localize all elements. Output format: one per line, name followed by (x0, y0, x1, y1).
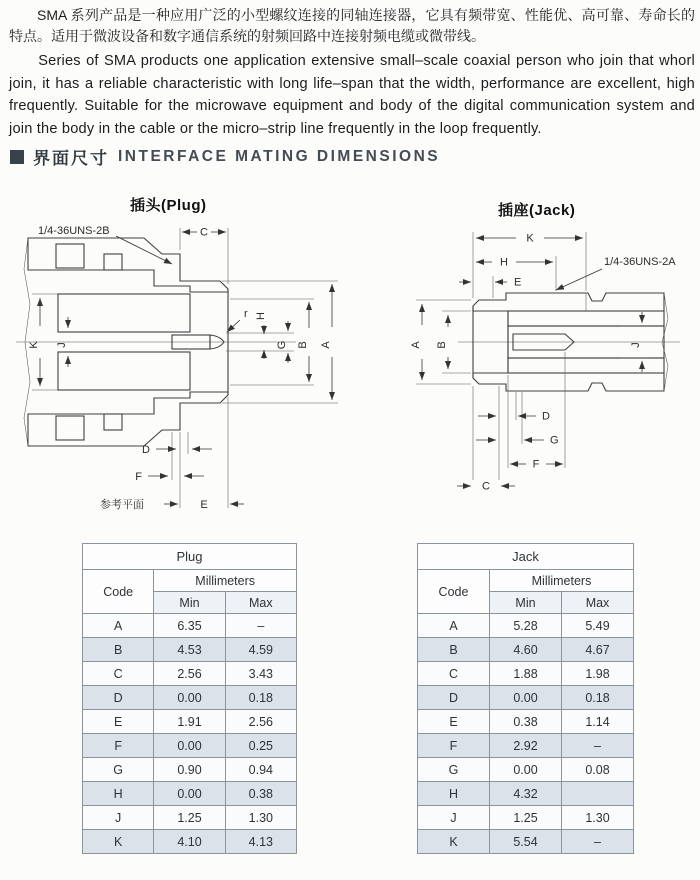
plug-table-title: Plug (83, 544, 297, 570)
table-row (83, 830, 297, 854)
code-cell: A (418, 614, 490, 638)
min-cell: 5.54 (490, 830, 562, 854)
min-cell: 2.56 (154, 662, 225, 686)
table-row (83, 662, 297, 686)
max-cell: – (562, 830, 634, 854)
plug-dim-label-g: G (276, 340, 288, 350)
table-row (83, 614, 297, 638)
intro-block (9, 5, 695, 140)
min-cell: 0.00 (154, 686, 225, 710)
plug-drawing-title: 插头(Plug) (130, 197, 207, 214)
plug-dim-label-a: A (320, 341, 332, 349)
max-cell: 1.14 (562, 710, 634, 734)
plug-dim-label-f: F (135, 471, 142, 483)
table-row (83, 758, 297, 782)
jack-thread-label: 1/4-36UNS-2A (604, 256, 676, 268)
code-cell: D (83, 686, 154, 710)
plug-dim-label-j: J (56, 342, 68, 348)
code-cell: C (418, 662, 490, 686)
max-cell: 3.43 (225, 662, 296, 686)
code-cell: C (83, 662, 154, 686)
min-cell: 4.53 (154, 638, 225, 662)
jack-table (417, 543, 634, 854)
max-cell: 4.13 (225, 830, 296, 854)
code-cell: K (418, 830, 490, 854)
max-cell: 1.98 (562, 662, 634, 686)
min-cell: 0.00 (154, 782, 225, 806)
min-cell: 0.38 (490, 710, 562, 734)
plug-table (82, 543, 297, 854)
section-title-en: INTERFACE MATING DIMENSIONS (118, 147, 441, 165)
jack-dim-label-j: J (630, 342, 642, 348)
plug-dim-label-r: r (244, 308, 248, 320)
min-cell: 4.32 (490, 782, 562, 806)
code-cell: G (83, 758, 154, 782)
table-row (418, 710, 634, 734)
min-cell: 1.25 (490, 806, 562, 830)
code-cell: B (418, 638, 490, 662)
max-cell: 0.08 (562, 758, 634, 782)
plug-dim-label-c: C (200, 226, 208, 239)
table-row (418, 638, 634, 662)
plug-drawing (4, 224, 354, 524)
table-row (418, 782, 634, 806)
table-row (418, 734, 634, 758)
max-cell: 0.94 (225, 758, 296, 782)
code-cell: A (83, 614, 154, 638)
plug-dim-label-d: D (142, 444, 150, 456)
table-row (418, 614, 634, 638)
max-cell: – (562, 734, 634, 758)
min-cell: 5.28 (490, 614, 562, 638)
max-cell: 0.18 (562, 686, 634, 710)
max-cell (562, 782, 634, 806)
table-row (418, 758, 634, 782)
plug-thread-label: 1/4-36UNS-2B (38, 225, 110, 237)
plug-dim-label-b: B (297, 341, 309, 349)
code-cell: J (83, 806, 154, 830)
jack-dim-label-g: G (550, 434, 559, 447)
max-cell: 0.25 (225, 734, 296, 758)
min-cell: 0.00 (490, 686, 562, 710)
jack-drawing (358, 224, 694, 524)
table-row (418, 662, 634, 686)
table-row (83, 638, 297, 662)
plug-dim-label-k: K (28, 341, 40, 349)
plug-ref-plane-label: 参考平面 (100, 499, 144, 511)
code-cell: E (418, 710, 490, 734)
min-cell: 0.00 (154, 734, 225, 758)
min-header: Min (490, 592, 562, 614)
min-cell: 2.92 (490, 734, 562, 758)
code-cell: E (83, 710, 154, 734)
table-row (418, 686, 634, 710)
jack-dim-label-k: K (526, 232, 534, 245)
jack-dim-label-d: D (542, 410, 550, 423)
jack-dim-label-c: C (482, 480, 490, 493)
code-cell: D (418, 686, 490, 710)
max-cell: 5.49 (562, 614, 634, 638)
max-cell: – (225, 614, 296, 638)
unit-header: Millimeters (490, 570, 634, 592)
intro-paragraph-en: Series of SMA products one application extensive small–scale coaxial person who join that whorl join, it has a reliable characteristic with long life–span that the width, performance are excellent, high frequently. Suitable for the microwave equipment and body of the digital communication system and join the body in the cable or the micro–strip line frequently in the loop frequently. (9, 53, 695, 137)
min-cell: 1.91 (154, 710, 225, 734)
jack-dim-label-e: E (514, 276, 522, 289)
min-cell: 6.35 (154, 614, 225, 638)
code-header: Code (83, 570, 154, 614)
code-header: Code (418, 570, 490, 614)
max-cell: 4.67 (562, 638, 634, 662)
min-cell: 4.10 (154, 830, 225, 854)
min-cell: 1.88 (490, 662, 562, 686)
jack-dim-label-h: H (500, 256, 508, 269)
max-cell: 0.18 (225, 686, 296, 710)
jack-dim-label-f: F (532, 458, 540, 471)
max-header: Max (225, 592, 296, 614)
table-row (83, 710, 297, 734)
code-cell: K (83, 830, 154, 854)
jack-dim-label-b: B (436, 341, 448, 349)
plug-dim-label-h: H (255, 312, 267, 320)
table-row (83, 686, 297, 710)
table-row (418, 806, 634, 830)
section-header (10, 144, 440, 169)
jack-dim-label-a: A (410, 341, 422, 349)
table-row (83, 782, 297, 806)
code-cell: H (83, 782, 154, 806)
section-title-zh: 界面尺寸 (33, 149, 109, 168)
min-cell: 1.25 (154, 806, 225, 830)
code-cell: J (418, 806, 490, 830)
min-cell: 4.60 (490, 638, 562, 662)
intro-paragraph-zh: SMA 系列产品是一种应用广泛的小型螺纹连接的同轴连接器，它具有频带宽、性能优、高可靠、寿命长的特点。适用于微波设备和数字通信系统的射频回路中连接射频电缆或微带线。 (9, 7, 695, 44)
table-row (418, 830, 634, 854)
min-cell: 0.00 (490, 758, 562, 782)
plug-dim-label-e: E (200, 499, 208, 511)
max-cell: 2.56 (225, 710, 296, 734)
max-header: Max (562, 592, 634, 614)
max-cell: 4.59 (225, 638, 296, 662)
code-cell: G (418, 758, 490, 782)
unit-header: Millimeters (154, 570, 297, 592)
code-cell: F (418, 734, 490, 758)
max-cell: 1.30 (562, 806, 634, 830)
table-row (83, 806, 297, 830)
code-cell: H (418, 782, 490, 806)
jack-table-title: Jack (418, 544, 634, 570)
jack-drawing-title: 插座(Jack) (498, 202, 576, 219)
code-cell: B (83, 638, 154, 662)
min-cell: 0.90 (154, 758, 225, 782)
section-bullet-icon (10, 150, 24, 164)
code-cell: F (83, 734, 154, 758)
max-cell: 0.38 (225, 782, 296, 806)
max-cell: 1.30 (225, 806, 296, 830)
table-row (83, 734, 297, 758)
min-header: Min (154, 592, 225, 614)
